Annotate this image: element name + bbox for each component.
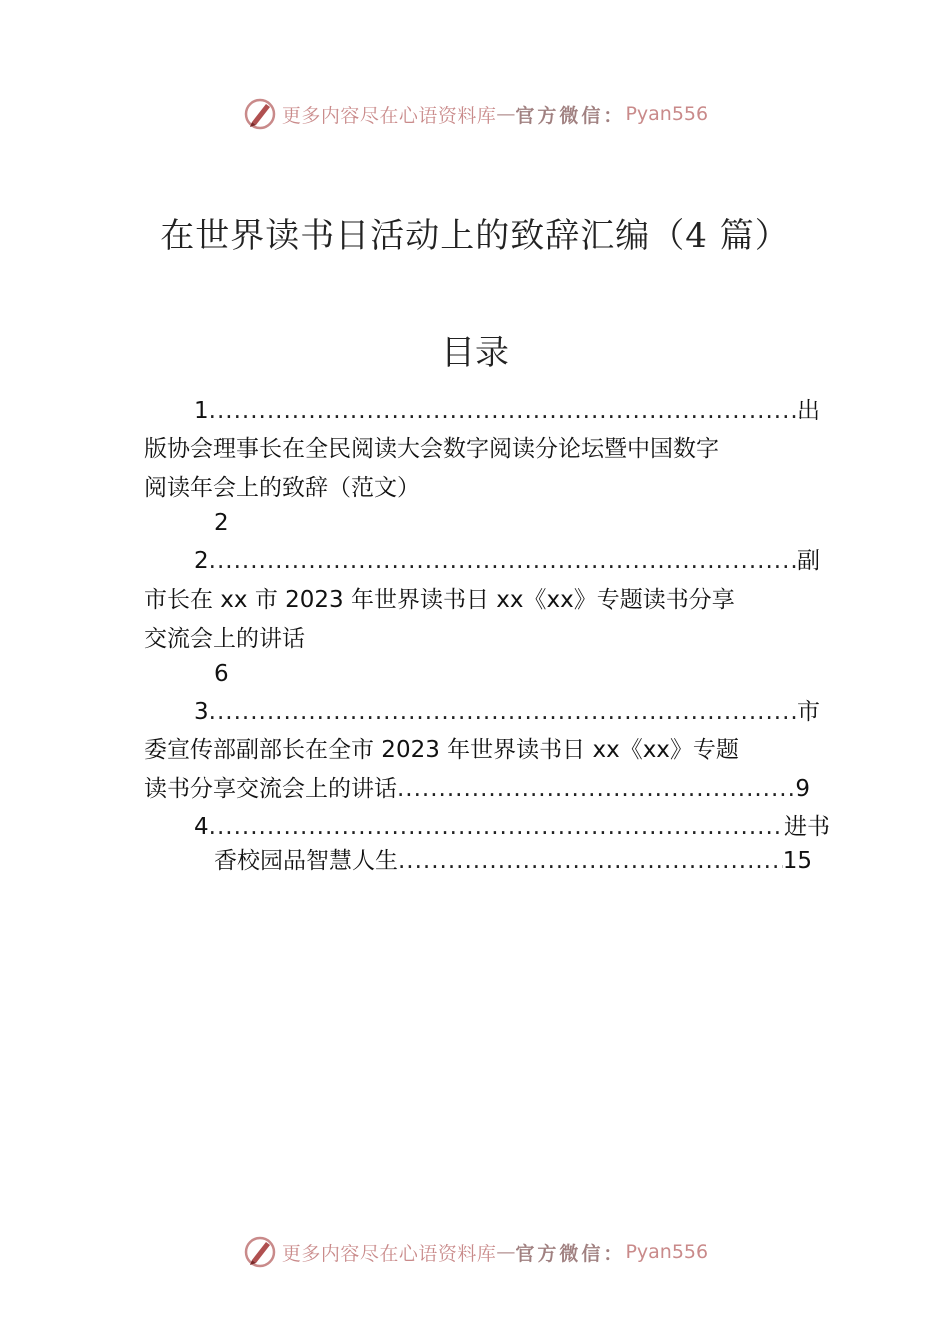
toc-entry-1-line-1: 版协会理事长在全民阅读大会数字阅读分论坛暨中国数字: [144, 436, 719, 462]
toc-entry-number: 2: [194, 548, 209, 574]
toc-entry-2-leader[interactable]: [194, 546, 820, 576]
watermark-separator: —: [496, 103, 516, 125]
dot-leader: [209, 812, 784, 842]
watermark-wechat-id: Pyan556: [625, 1241, 709, 1263]
toc-entry-3-line-1: 委宣传部副部长在全市 2023 年世界读书日 xx《xx》专题: [144, 737, 739, 763]
toc-entry-3-leader[interactable]: [194, 697, 820, 727]
header-watermark: [0, 94, 950, 134]
dot-leader: [209, 697, 797, 727]
toc-entry-1-line-2: 阅读年会上的致辞（范文）: [144, 475, 420, 501]
toc-entry-page: 15: [782, 848, 812, 874]
toc-entry-2-page: 6: [214, 661, 229, 687]
dot-leader: [209, 546, 797, 576]
watermark-text: 更多内容尽在心语资料库: [281, 104, 497, 127]
toc-entry-2-line-2: 交流会上的讲话: [144, 626, 305, 652]
watermark-official-label: 官方微信：: [515, 104, 626, 127]
dot-leader: [398, 846, 783, 876]
watermark-separator: —: [496, 1241, 516, 1263]
toc-entry-page: 9: [795, 776, 810, 802]
toc-entry-text: 读书分享交流会上的讲话: [144, 776, 397, 802]
toc-entry-first-char: 出: [797, 398, 820, 424]
toc-entry-2-line-1: 市长在 xx 市 2023 年世界读书日 xx《xx》专题读书分享: [144, 587, 735, 613]
toc-entry-3-line-2[interactable]: [144, 774, 810, 804]
toc-heading: 目录: [441, 333, 509, 373]
pen-logo-icon: [242, 1234, 278, 1270]
toc-entry-1-leader[interactable]: [194, 396, 820, 426]
document-title: 在世界读书日活动上的致辞汇编（4 篇）: [160, 216, 790, 256]
toc-entry-number: 4: [194, 814, 209, 840]
toc-entry-first-char: 进书: [784, 814, 830, 840]
toc-entry-number: 3: [194, 699, 209, 725]
watermark-official-label: 官方微信：: [515, 1242, 626, 1265]
dot-leader: [397, 774, 795, 804]
dot-leader: [209, 396, 797, 426]
pen-logo-icon: [242, 96, 278, 132]
toc-entry-number: 1: [194, 398, 209, 424]
watermark-text: 更多内容尽在心语资料库: [281, 1242, 497, 1265]
toc-entry-first-char: 副: [797, 548, 820, 574]
toc-entry-first-char: 市: [797, 699, 820, 725]
toc-entry-4-line-1[interactable]: [214, 846, 812, 876]
toc-entry-text: 香校园品智慧人生: [214, 848, 398, 874]
watermark-wechat-id: Pyan556: [625, 103, 709, 125]
toc-entry-1-page: 2: [214, 510, 229, 536]
toc-entry-4-leader[interactable]: [194, 812, 830, 842]
footer-watermark: [0, 1232, 950, 1272]
